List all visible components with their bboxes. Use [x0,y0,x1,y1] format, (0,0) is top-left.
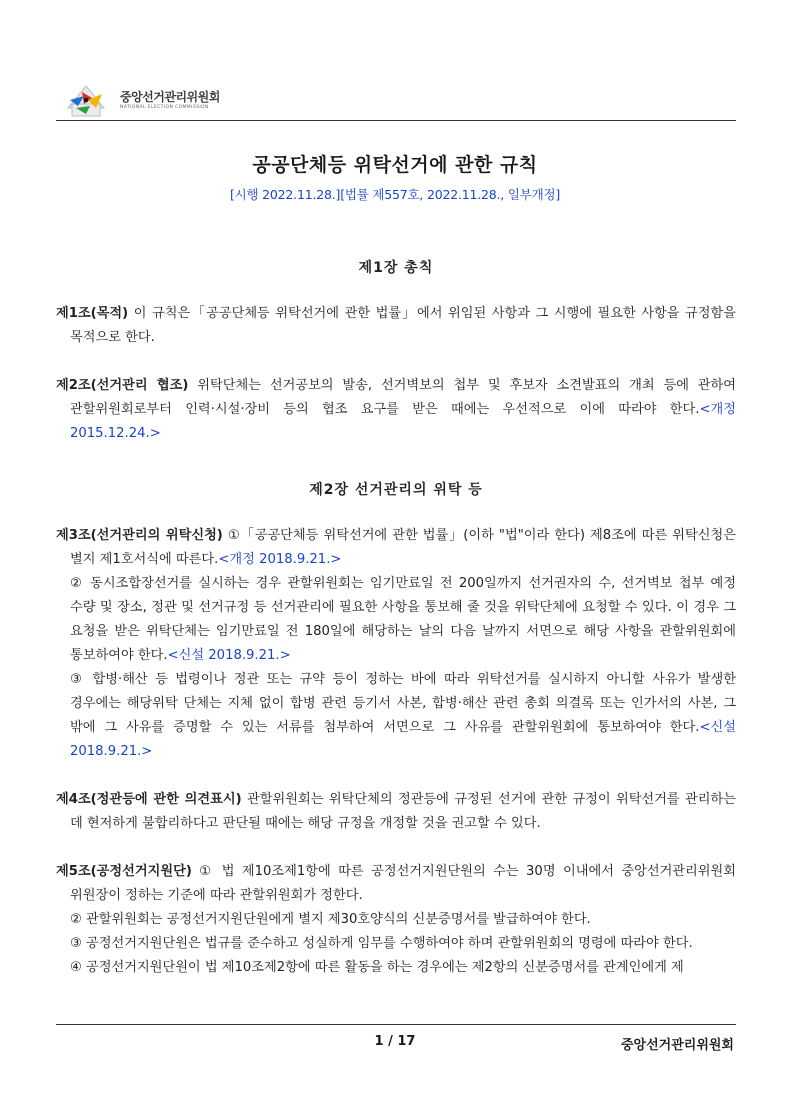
article-3-text-2: ② 동시조합장선거를 실시하는 경우 관할위원회는 임기만료일 전 200일까지 선거권자의 수, 선거벽보 첩부 예정 수량 및 장소, 정관 및 선거규정 등 선거관리에 필요한 사항을 통보해 줄 것을 위탁단체에 요청할 수 있다. 이 경우 그 요청을 받은 위탁단체는 임기만료일 전 180일에 해당하는 날의 다음 날까지 서면으로 해당 사항을 관할위원회에 통보하여야 한다. [70,576,736,663]
article-3-amend-link-3[interactable]: <신설 2018.9.21.> [70,720,736,759]
header-divider [56,120,736,121]
chapter-1-title: 제1장 총칙 [358,260,434,276]
article-3-amend-link-1[interactable]: <개정 2018.9.21.> [218,552,342,567]
article-4-text: 관할위원회는 위탁단체의 정관등에 규정된 선거에 관한 규정이 위탁선거를 관리하는 데 현저하게 불합리하다고 판단될 때에는 해당 규정을 개정할 것을 권고할 수 있다. [70,792,736,831]
article-4-heading: 제4조(정관등에 관한 의견표시) [56,792,242,807]
article-3-text-1: ①「공공단체등 위탁선거에 관한 법률」(이하 "법"이라 한다) 제8조에 따른 위탁신청은 별지 제1호서식에 따른다. [70,528,736,567]
article-5-para-1 [56,860,736,908]
article-2-amend-link[interactable]: <개정 2015.12.24.> [70,402,736,441]
article-5-para-2: ② 관할위원회는 공정선거지원단원에게 별지 제30호양식의 신분증명서를 발급하여야 한다. [70,912,591,927]
article-2 [56,374,736,446]
document-meta: [시행 2022.11.28.][법률 제557호, 2022.11.28., 일부개정] [229,187,561,202]
article-1-text: 이 규칙은「공공단체등 위탁선거에 관한 법률」에서 위임된 사항과 그 시행에 필요한 사항을 규정함을 목적으로 한다. [70,306,736,345]
article-3 [56,524,736,764]
article-3-heading: 제3조(선거관리의 위탁신청) [56,528,223,543]
page-number: 1 / 17 [374,1034,416,1049]
article-5-para-3: ③ 공정선거지원단원은 법규를 준수하고 성실하게 임무를 수행하여야 하며 관할위원회의 명령에 따라야 한다. [70,936,693,951]
article-3-para-1 [56,524,736,572]
document-body [56,250,736,1004]
article-5-heading: 제5조(공정선거지원단) [56,864,192,879]
document-title: 공공단체등 위탁선거에 관한 규칙 [252,154,538,176]
footer-divider [56,1024,736,1025]
chapter-2-title: 제2장 선거관리의 위탁 등 [309,482,483,498]
article-2-text: 위탁단체는 선거공보의 발송, 선거벽보의 첩부 및 후보자 소견발표의 개최 등에 관하여 관할위원회로부터 인력·시설·장비 등의 협조 요구를 받은 때에는 우선적으로 이에 따라야 한다. [70,378,737,417]
article-2-para [56,374,736,446]
article-4-para [56,788,736,836]
article-4 [56,788,736,836]
article-5-text-1: ① 법 제10조제1항에 따른 공정선거지원단원의 수는 30명 이내에서 중앙선거관리위원회 위원장이 정하는 기준에 따라 관할위원회가 정한다. [70,864,736,903]
article-5 [56,860,736,980]
election-commission-logo-icon [64,78,110,120]
article-2-heading: 제2조(선거관리 협조) [56,378,189,393]
article-1 [56,302,736,350]
article-5-para-4: ④ 공정선거지원단원이 법 제10조제2항에 따른 활동을 하는 경우에는 제2항의 신분증명서를 관계인에게 제 [70,960,684,975]
article-1-para [56,302,736,350]
article-3-text-3: ③ 합병·해산 등 법령이나 정관 또는 규약 등이 정하는 바에 따라 위탁선거를 실시하지 아니할 사유가 발생한 경우에는 해당위탁 단체는 지체 없이 합병 관련 등기서 사본, 합병·해산 관련 총회 의결록 또는 인가서의 사본, 그 밖에 그 사유를 증명할 수 있는 서류를 첨부하여 서면으로 그 사유를 관할위원회에 통보하여야 한다. [70,672,736,735]
org-logo-name: 중앙선거관리위원회 [120,90,220,104]
org-logo-subtitle: NATIONAL ELECTION COMMISSION [120,105,209,110]
article-3-amend-link-2[interactable]: <신설 2018.9.21.> [167,648,291,663]
article-3-para-2 [56,572,736,668]
article-1-heading: 제1조(목적) [56,306,129,321]
article-3-para-3 [56,668,736,764]
document-header [56,70,736,120]
footer-org-name: 중앙선거관리위원회 [620,1038,734,1053]
